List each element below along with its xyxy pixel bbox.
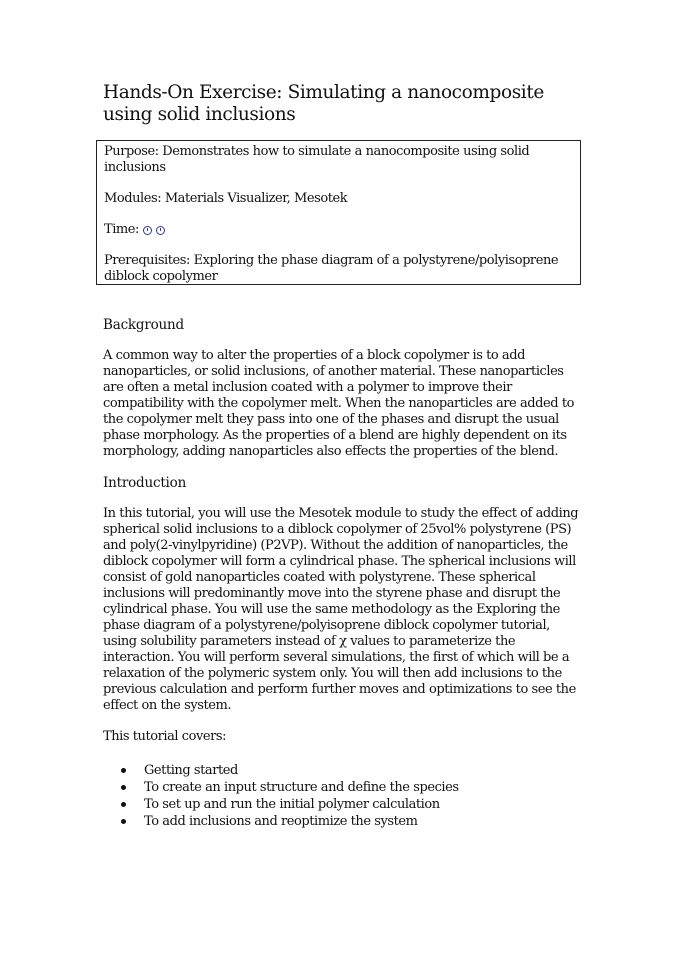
- bullet-icon: [121, 802, 126, 807]
- list-item: [103, 762, 581, 779]
- list-item-text: To set up and run the initial polymer calculation: [144, 797, 440, 812]
- list-item: [103, 813, 581, 830]
- list-item: [103, 796, 581, 813]
- bullet-icon: [121, 819, 126, 824]
- list-item-text: Getting started: [144, 763, 238, 778]
- main-content: [103, 317, 581, 830]
- prerequisites-text: Prerequisites: Exploring the phase diagram of a polystyrene/polyisoprene diblock copolymer: [104, 253, 559, 284]
- modules-text: Modules: Materials Visualizer, Mesotek: [104, 191, 348, 206]
- introduction-paragraph: In this tutorial, you will use the Mesotek module to study the effect of adding spherical solid inclusions to a diblock copolymer of 25vol% polystyrene (PS) and poly(2-vinylpyridine) (P2VP). Without the addition of nanoparticles, the diblock copolymer will form a cylindrical phase. The spherical inclusions will consist of gold nanoparticles coated with polystyrene. These spherical inclusions will predominantly move into the styrene phase and disrupt the cylindrical phase. You will use the same methodology as the Exploring the phase diagram of a polystyrene/polyisoprene diblock copolymer tutorial, using solubility parameters instead of χ values to parameterize the interaction. You will perform several simulations, the first of which will be a relaxation of the polymeric system only. You will then add inclusions to the previous calculation and perform further moves and optimizations to see the effect on the system.: [103, 506, 579, 713]
- time-label: Time:: [104, 222, 139, 237]
- covers-intro: This tutorial covers:: [103, 729, 227, 744]
- purpose-text: Purpose: Demonstrates how to simulate a nanocomposite using solid inclusions: [104, 144, 530, 175]
- list-item: [103, 779, 581, 796]
- list-item-text: To create an input structure and define the species: [144, 780, 459, 795]
- background-paragraph: A common way to alter the properties of a block copolymer is to add nanoparticles, or solid inclusions, of another material. These nanoparticles are often a metal inclusion coated with a polymer to improve their compatibility with the copolymer melt. When the nanoparticles are added to the copolymer melt they pass into one of the phases and disrupt the usual phase morphology. As the properties of a blend are highly dependent on its morphology, adding nanoparticles also effects the properties of the blend.: [103, 348, 574, 459]
- time-line: [104, 222, 572, 238]
- info-box: [96, 140, 581, 285]
- introduction-heading: Introduction: [103, 475, 187, 491]
- background-heading: Background: [103, 317, 184, 333]
- list-item-text: To add inclusions and reoptimize the system: [144, 814, 418, 829]
- clock-icon: [143, 226, 152, 235]
- clock-icon: [156, 226, 165, 235]
- bullet-icon: [121, 785, 126, 790]
- bullet-icon: [121, 768, 126, 773]
- covers-list: [103, 762, 581, 830]
- page-title: Hands-On Exercise: Simulating a nanocomposite using solid inclusions: [103, 82, 544, 125]
